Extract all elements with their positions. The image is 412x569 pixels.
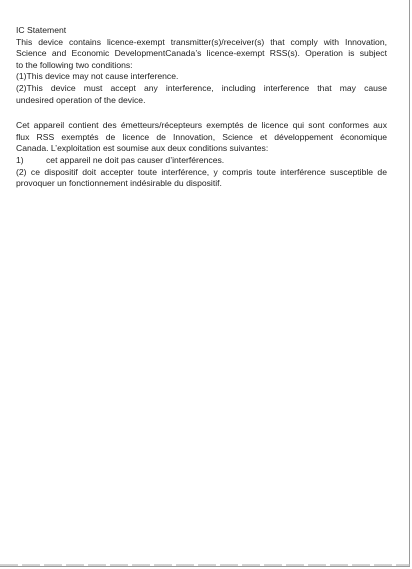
french-condition-2: (2) ce dispositif doit accepter toute interférence, y compris toute interférence susceptible de (16, 166, 387, 177)
english-condition-2-cont: undesired operation of the device. (16, 94, 146, 105)
english-line-3: to the following two conditions: (16, 59, 133, 70)
english-line-1: This device contains licence-exempt transmitter(s)/receiver(s) that comply with Innovation, (16, 36, 387, 47)
paragraph-gap (16, 106, 387, 120)
french-condition-1 (16, 155, 387, 167)
english-condition-1: (1)This device may not cause interference. (16, 71, 179, 82)
french-line-2: flux RSS exemptés de licence de Innovation, Science et développement économique (16, 131, 387, 142)
french-condition-2-cont: provoquer un fonctionnement indésirable du dispositif. (16, 178, 222, 189)
french-line-3: Canada. L’exploitation est soumise aux deux conditions suivantes: (16, 143, 269, 154)
french-condition-1-number: 1) (16, 154, 24, 165)
ic-statement-content (16, 25, 387, 190)
english-line-2: Science and Economic DevelopmentCanada’s licence-exempt RSS(s). Operation is subject (16, 48, 387, 59)
statement-heading: IC Statement (16, 25, 67, 35)
bottom-edge-rule (0, 564, 410, 566)
french-line-1: Cet appareil contient des émetteurs/récepteurs exemptés de licence qui sont conformes aux (16, 120, 387, 131)
french-condition-1-text: cet appareil ne doit pas causer d’interférences. (46, 154, 225, 165)
english-condition-2: (2)This device must accept any interference, including interference that may cause (16, 82, 387, 93)
